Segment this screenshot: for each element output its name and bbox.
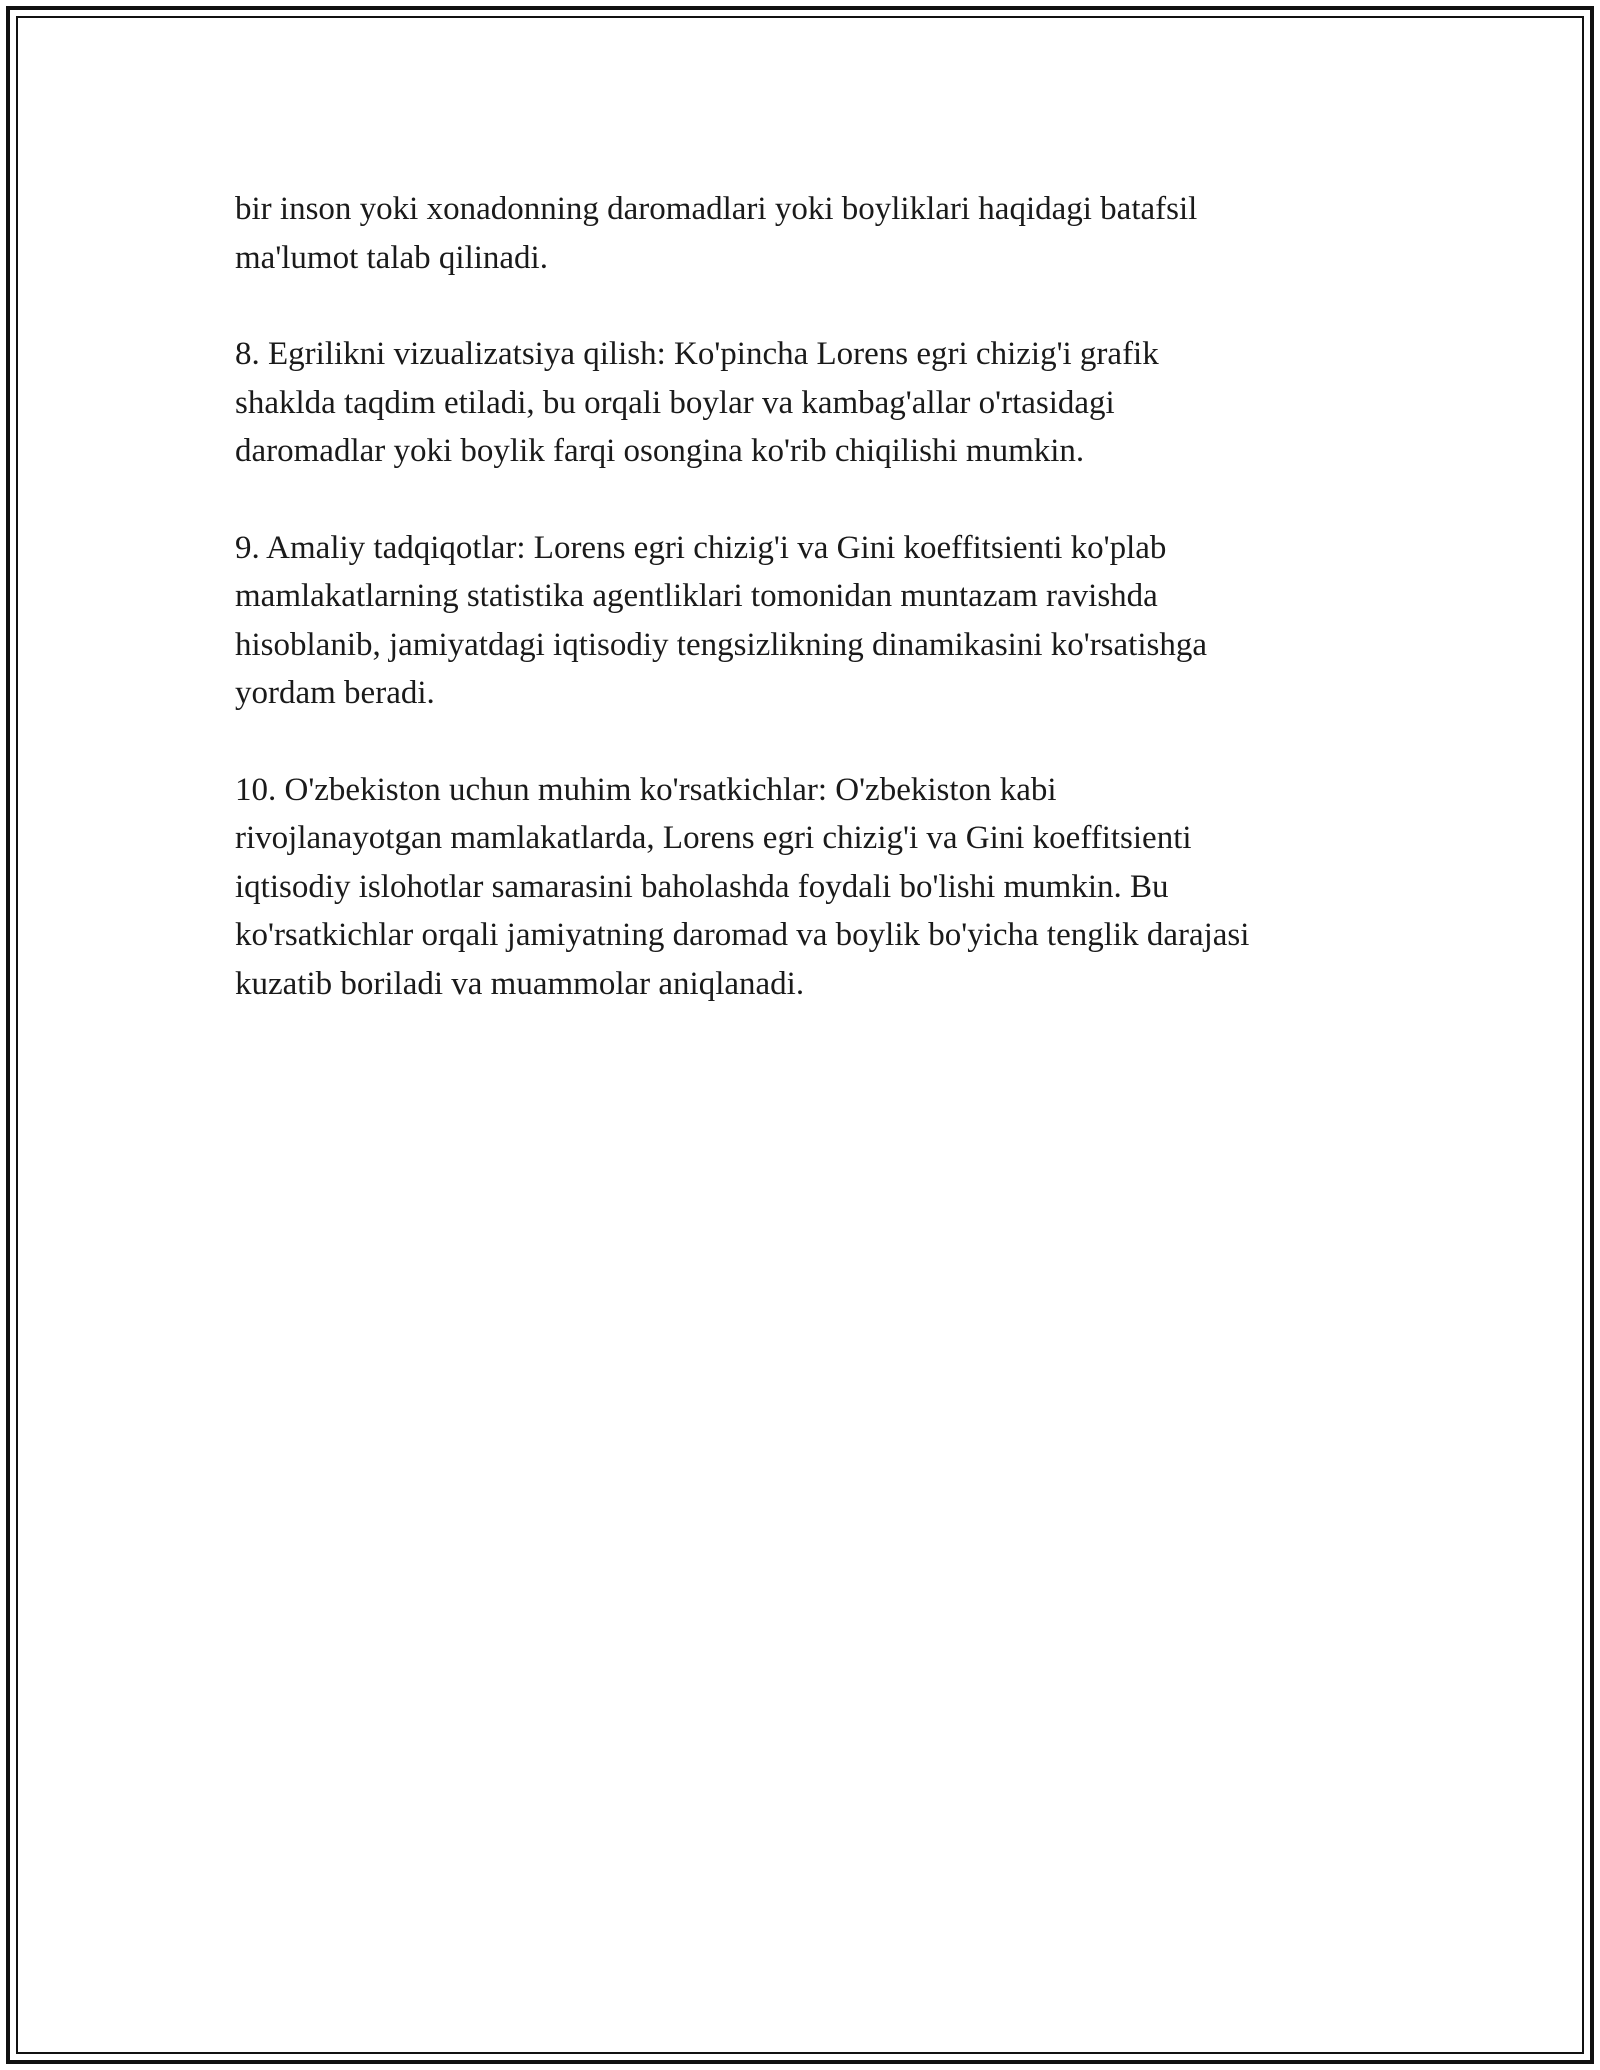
paragraph-item-10: 10. O'zbekiston uchun muhim ko'rsatkichlar: O'zbekiston kabi rivojlanayotgan mamlakatlarda, Lorens egri chizig'i va Gini koeffitsienti iqtisodiy islohotlar samarasini baholashda foydali bo'lishi mumkin. Bu ko'rsatkichlar orqali jamiyatning daromad va boylik bo'yicha tenglik darajasi kuzatib boriladi va muammolar aniqlanadi. [235, 771, 1250, 1002]
paragraph-item-8: 8. Egrilikni vizualizatsiya qilish: Ko'pincha Lorens egri chizig'i grafik shaklda taqdim etiladi, bu orqali boylar va kambag'allar o'rtasidagi daromadlar yoki boylik farqi osongina ko'rib chiqilishi mumkin. [235, 336, 1159, 469]
paragraph-continuation: bir inson yoki xonadonning daromadlari yoki boyliklari haqidagi batafsil ma'lumot talab qilinadi. [235, 191, 1198, 276]
document-body [235, 185, 1385, 1056]
paragraph-item-9: 9. Amaliy tadqiqotlar: Lorens egri chizig'i va Gini koeffitsienti ko'plab mamlakatlarning statistika agentliklari tomonidan muntazam ravishda hisoblanib, jamiyatdagi iqtisodiy tengsizlikning dinamikasini ko'rsatishga yordam beradi. [235, 529, 1208, 711]
